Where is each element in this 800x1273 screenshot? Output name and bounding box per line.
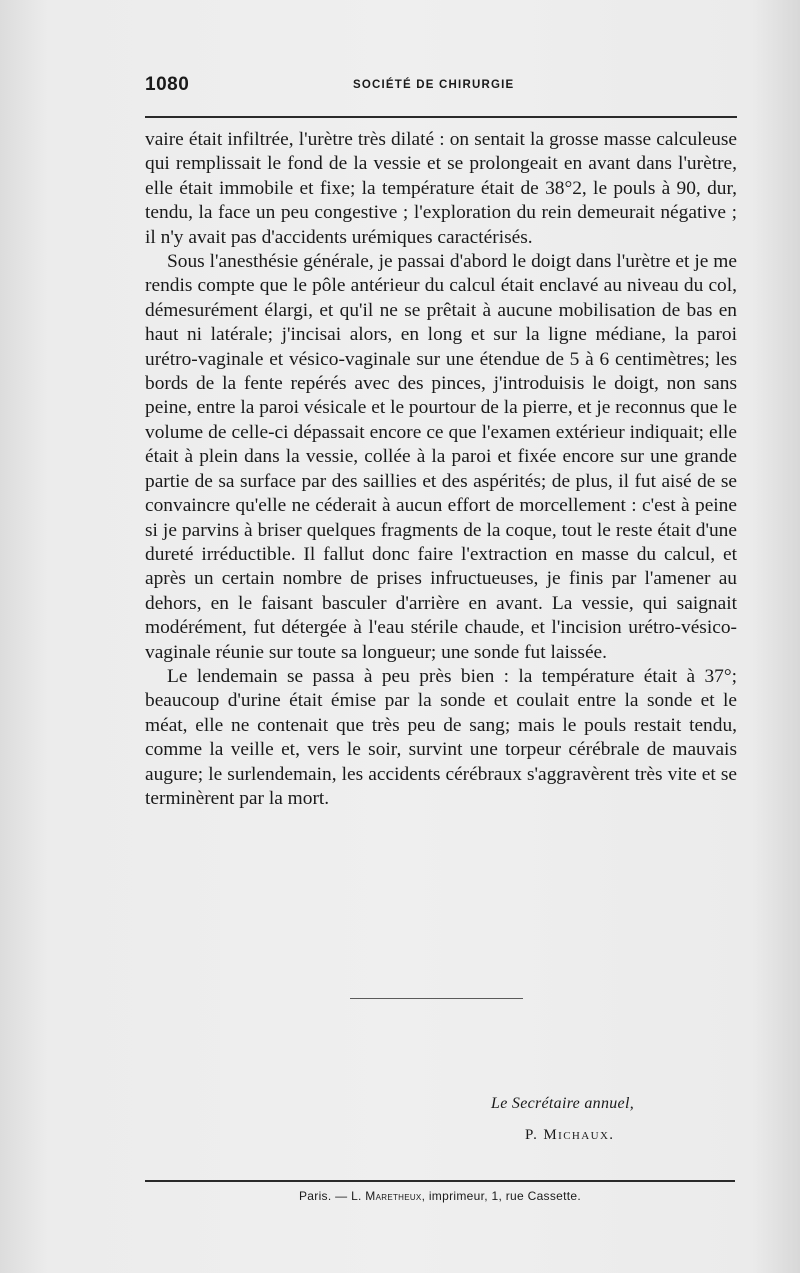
signature-surname: Michaux. xyxy=(543,1127,615,1143)
footer-rule xyxy=(145,1180,735,1182)
paragraph-1: vaire était infiltrée, l'urètre très dilaté : on sentait la grosse masse calculeuse qui remplissait le fond de la vessie et se prolongeait en avant dans l'urètre, elle était immobile et fixe; la température était de 38°2, le pouls à 90, dur, tendu, la face un peu congestive ; l'exploration du rein demeurait négative ; il n'y avait pas d'accidents urémiques caractérisés. xyxy=(145,129,737,248)
imprint-printer: L. Maretheux, xyxy=(351,1189,426,1203)
header-rule xyxy=(145,116,737,118)
running-head: SOCIÉTÉ DE CHIRURGIE xyxy=(353,79,515,91)
signature-initial: P. xyxy=(525,1127,539,1143)
printer-imprint xyxy=(145,1189,735,1203)
signature-name xyxy=(525,1127,614,1144)
signature-title: Le Secrétaire annuel, xyxy=(491,1095,635,1112)
page-number: 1080 xyxy=(145,74,190,95)
imprint-address: imprimeur, 1, rue Cassette. xyxy=(428,1189,581,1203)
paragraph-3: Le lendemain se passa à peu près bien : la température était à 37°; beaucoup d'urine était émise par la sonde et coulait entre la sonde et le méat, elle ne contenait que très peu de sang; mais le pouls restait tendu, comme la veille et, vers le soir, survint une torpeur cérébrale de mauvais augure; le surlendemain, les accidents cérébraux s'aggravèrent très vite et se terminèrent par la mort. xyxy=(145,665,737,809)
section-divider xyxy=(350,998,523,999)
paragraph-2: Sous l'anesthésie générale, je passai d'abord le doigt dans l'urètre et je me rendis compte que le pôle antérieur du calcul était enclavé au niveau du col, démesurément élargi, et qu'il ne se prêtait à aucune mobilisation de bas en haut ni latérale; j'incisai alors, en long et sur la ligne médiane, la paroi urétro-vaginale et vésico-vaginale sur une étendue de 5 à 6 centimètres; les bords de la fente repérés avec des pinces, j'introduisis le doigt, non sans peine, entre la paroi vésicale et le pourtour de la pierre, et je reconnus que le volume de celle-ci dépassait encore ce que l'examen extérieur indiquait; elle était à plein dans la vessie, collée à la paroi et fixée encore sur une grande partie de sa surface par des saillies et des aspérités; de plus, il fut aisé de se convaincre qu'elle ne céderait à aucun effort de morcellement : c'est à peine si je parvins à briser quelques fragments de la coque, tout le reste était d'une dureté irréductible. Il fallut donc faire l'extraction en masse du calcul, et après un certain nombre de prises infructueuses, je finis par l'amener au dehors, en le faisant basculer d'arrière en avant. La vessie, qui saignait modérément, fut détergée à l'eau stérile chaude, et l'incision urétro-vésico-vaginale réunie sur toute sa longueur; une sonde fut laissée. xyxy=(145,251,737,663)
imprint-city: Paris. — xyxy=(299,1189,348,1203)
page-header xyxy=(145,74,735,104)
body-text xyxy=(145,128,737,811)
